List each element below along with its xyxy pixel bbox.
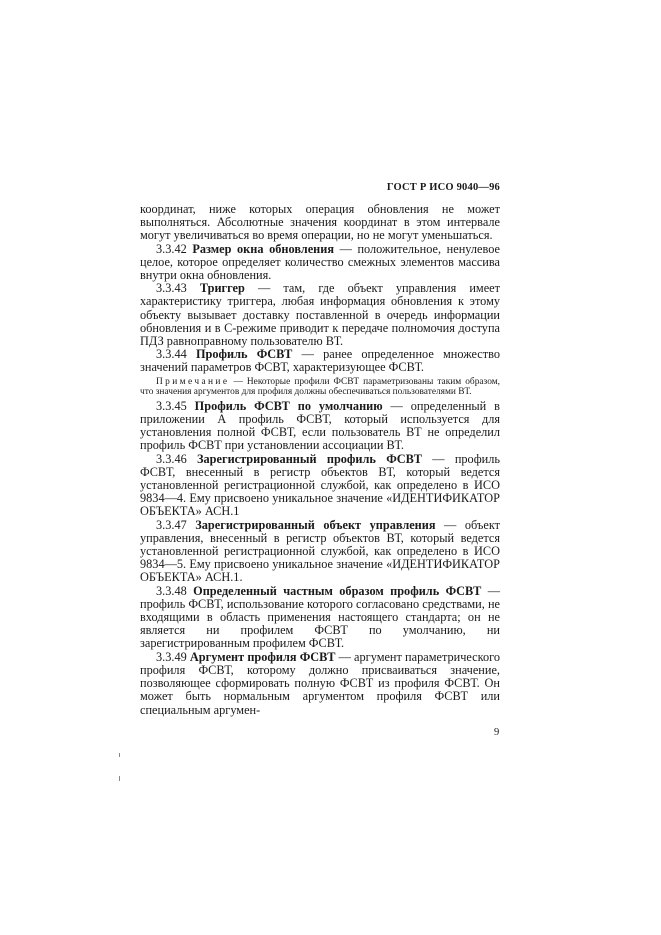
definition-3-3-45 xyxy=(140,400,500,453)
term: Триггер xyxy=(199,281,245,296)
definition-text: — ранее определенное множество значений параметров ФСВТ, характеризующее ФСВТ. xyxy=(140,347,500,375)
clause-number: 3.3.42 xyxy=(156,241,193,256)
note-label: Примечание xyxy=(156,376,230,387)
definition-text: — там, где объект управления имеет характеристику триггера, любая информация обновления к этому объекту вызывает доставку поставленной в очередь информации обновления и в С-режиме приводит к передаче полномочия доступа ПДЗ равноправному пользователю ВТ. xyxy=(140,281,500,349)
definition-text: — профиль ФСВТ, использование которого согласовано средствами, не входящими в область применения настоящего стандарта; он не является ни профилем ФСВТ по умолчанию, ни зарегистрированным профилем ФСВТ. xyxy=(140,583,500,651)
definition-text: — профиль ФСВТ, внесенный в регистр объектов ВТ, который ведется установленной регистрационной службой, как определено в ИСО 9834—4. Ему присвоено уникальное значение «ИДЕНТИФИКАТОР ОБЪЕКТА» АСН.1 xyxy=(140,451,500,519)
definition-3-3-46 xyxy=(140,453,500,519)
page-header-standard-id: ГОСТ Р ИСО 9040—96 xyxy=(386,182,500,193)
definition-text: — объект управления, внесенный в регистр объектов ВТ, который ведется установленной регистрационной службой, как определено в ИСО 9834—5. Ему присвоено уникальное значение «ИДЕНТИФИКАТОР ОБЪЕКТА» АСН.1. xyxy=(140,517,500,585)
clause-number: 3.3.44 xyxy=(156,347,196,362)
body-text xyxy=(140,203,500,717)
note-text: — Некоторые профили ФСВТ параметризованы таким образом, что значения аргументов для профиля должны обеспечиваться пользователями ВТ. xyxy=(140,376,500,398)
term: Размер окна обновления xyxy=(192,241,334,256)
definition-3-3-42 xyxy=(140,243,500,283)
paragraph-continuation: координат, ниже которых операция обновления не может выполняться. Абсолютные значения координат в этом интервале могут увеличиваться во время операции, но не могут уменьшаться. xyxy=(140,202,500,243)
definition-text: — положительное, ненулевое целое, которое определяет количество смежных элементов массива внутри окна обновления. xyxy=(140,241,500,283)
definition-text: — аргумент параметрического профиля ФСВТ, которому должно присваиваться значение, позволяющее сформировать полную ФСВТ из профиля ФСВТ. Он может быть нормальным аргументом профиля ФСВТ или специальным аргумен- xyxy=(140,649,500,717)
term: Аргумент профиля ФСВТ xyxy=(189,649,336,664)
definition-text: — определенный в приложении А профиль ФСВТ, который используется для установления полной ФСВТ, если пользователь ВТ не определил профиль ФСВТ при установлении ассоциации ВТ. xyxy=(140,398,500,453)
definition-3-3-49 xyxy=(140,651,500,717)
clause-number: 3.3.48 xyxy=(156,583,194,598)
definition-3-3-47 xyxy=(140,519,500,585)
clause-number: 3.3.43 xyxy=(156,281,200,296)
term: Профиль ФСВТ xyxy=(195,347,293,362)
scan-artifact-mark xyxy=(119,776,120,781)
term: Зарегистрированный объект управления xyxy=(195,517,436,532)
definition-3-3-43 xyxy=(140,282,500,348)
term: Профиль ФСВТ по умолчанию xyxy=(194,398,383,413)
definition-3-3-44 xyxy=(140,348,500,374)
clause-number: 3.3.47 xyxy=(156,517,196,532)
scan-artifact-mark xyxy=(119,753,120,757)
clause-number: 3.3.46 xyxy=(156,451,198,466)
clause-number: 3.3.49 xyxy=(156,649,190,664)
definition-3-3-48 xyxy=(140,585,500,651)
note xyxy=(140,377,500,398)
term: Зарегистрированный профиль ФСВТ xyxy=(197,451,422,466)
clause-number: 3.3.45 xyxy=(156,398,195,413)
page-number: 9 xyxy=(494,727,500,738)
term: Определенный частным образом профиль ФСВТ xyxy=(193,583,482,598)
